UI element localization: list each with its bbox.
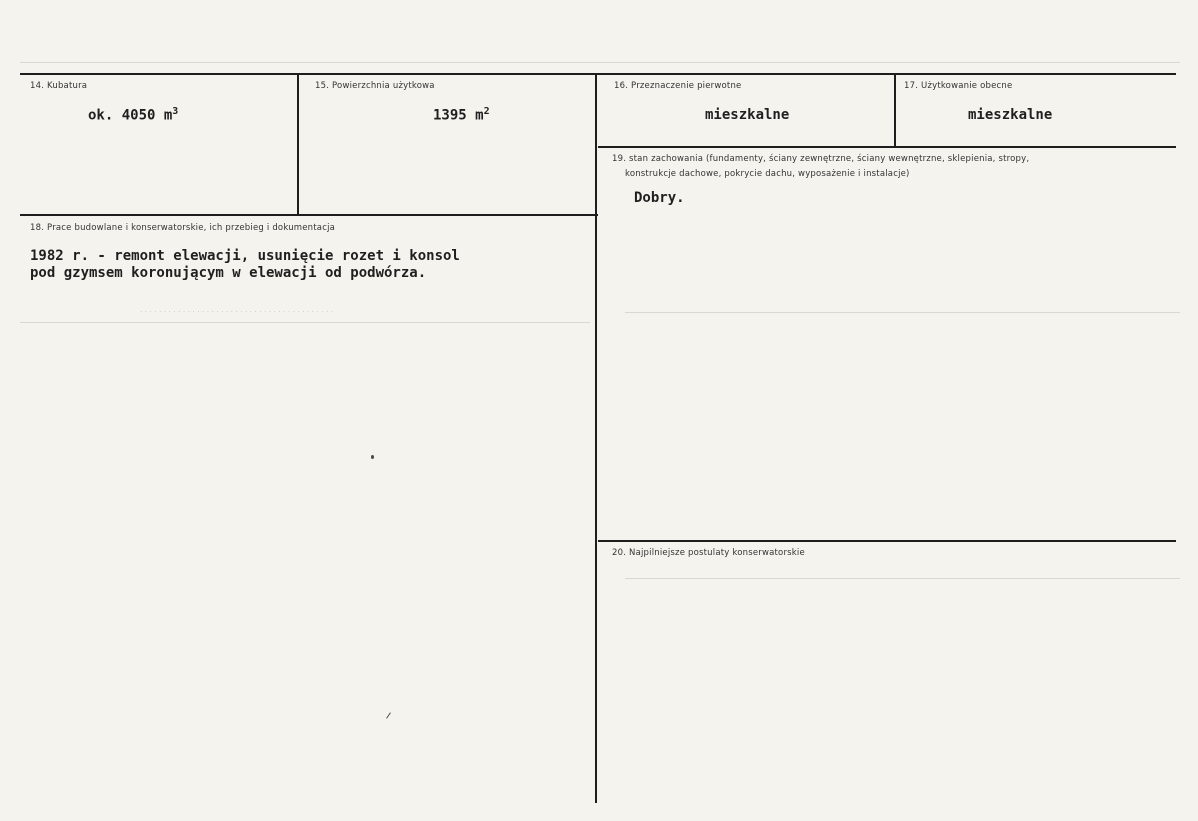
field-15-value-text: 1395 m [433, 107, 484, 124]
field-14-value-text: ok. 4050 m [88, 107, 173, 124]
paper-speck [371, 455, 374, 459]
field-15-label: 15. Powierzchnia użytkowa [315, 81, 435, 91]
field-18-label: 18. Prace budowlane i konserwatorskie, ich przebieg i dokumentacja [30, 223, 336, 233]
field-16-value: mieszkalne [705, 107, 790, 123]
field-19-value: Dobry. [634, 190, 685, 206]
field-14-label: 14. Kubatura [30, 81, 88, 91]
field-20-label: 20. Najpilniejsze postulaty konserwatorskie [612, 548, 805, 558]
divider-14-15 [297, 73, 299, 216]
field-18-line-2: pod gzymsem koronującym w elewacji od podwórza. [30, 265, 427, 281]
field-19-label-line-2: konstrukcje dachowe, pokrycie dachu, wyposażenie i instalacje) [625, 169, 910, 179]
field-16-label: 16. Przeznaczenie pierwotne [614, 81, 742, 91]
field-14-value-unit-exp: 3 [172, 106, 179, 117]
field-17-label: 17. Użytkowanie obecne [904, 81, 1013, 91]
divider-16-17 [894, 73, 896, 148]
rule-under-14-15 [20, 214, 598, 216]
rule-under-16-17 [598, 146, 1176, 148]
record-card: . . . . . . . . . . . . . . . . . . . . . . . . . . . . . . . . . . . . . . . . . 14. Kubatura ok. 4050 $m^3$ 15. Powierzchnia użytkowa 1395 $m^2$ 16. Przeznaczenie pierwotne mieszkalne 17. Użytkowanie obecne mieszkalne 18. Prace budowlane i konserwatorskie, ich przebieg i dokumentacja 1982 r. - remont elewacji, usunięcie rozet i konsol pod gzymsem koronującym w elewacji od podwórza. 19. stan zachowania (fundamenty, ściany zewnętrzne, ściany wewnętrzne, sklepienia, stropy, konstrukcje dachowe, pokrycie dachu, wyposażenie i instalacje) Dobry. 20. Najpilniejsze postulaty konserwatorskie [0, 0, 1198, 821]
field-15-value-unit-exp: 2 [483, 106, 490, 117]
field-18-line-1: 1982 r. - remont elewacji, usunięcie rozet i konsol [30, 248, 460, 264]
rule-above-20 [598, 540, 1176, 542]
field-14-value [88, 106, 178, 124]
paper-speck [386, 712, 391, 718]
field-17-value: mieszkalne [968, 107, 1053, 123]
center-divider [595, 73, 597, 803]
field-15-value [433, 106, 490, 124]
top-rule [20, 73, 1176, 75]
field-19-label-line-1: 19. stan zachowania (fundamenty, ściany zewnętrzne, ściany wewnętrzne, sklepienia, stropy, [612, 154, 1030, 164]
